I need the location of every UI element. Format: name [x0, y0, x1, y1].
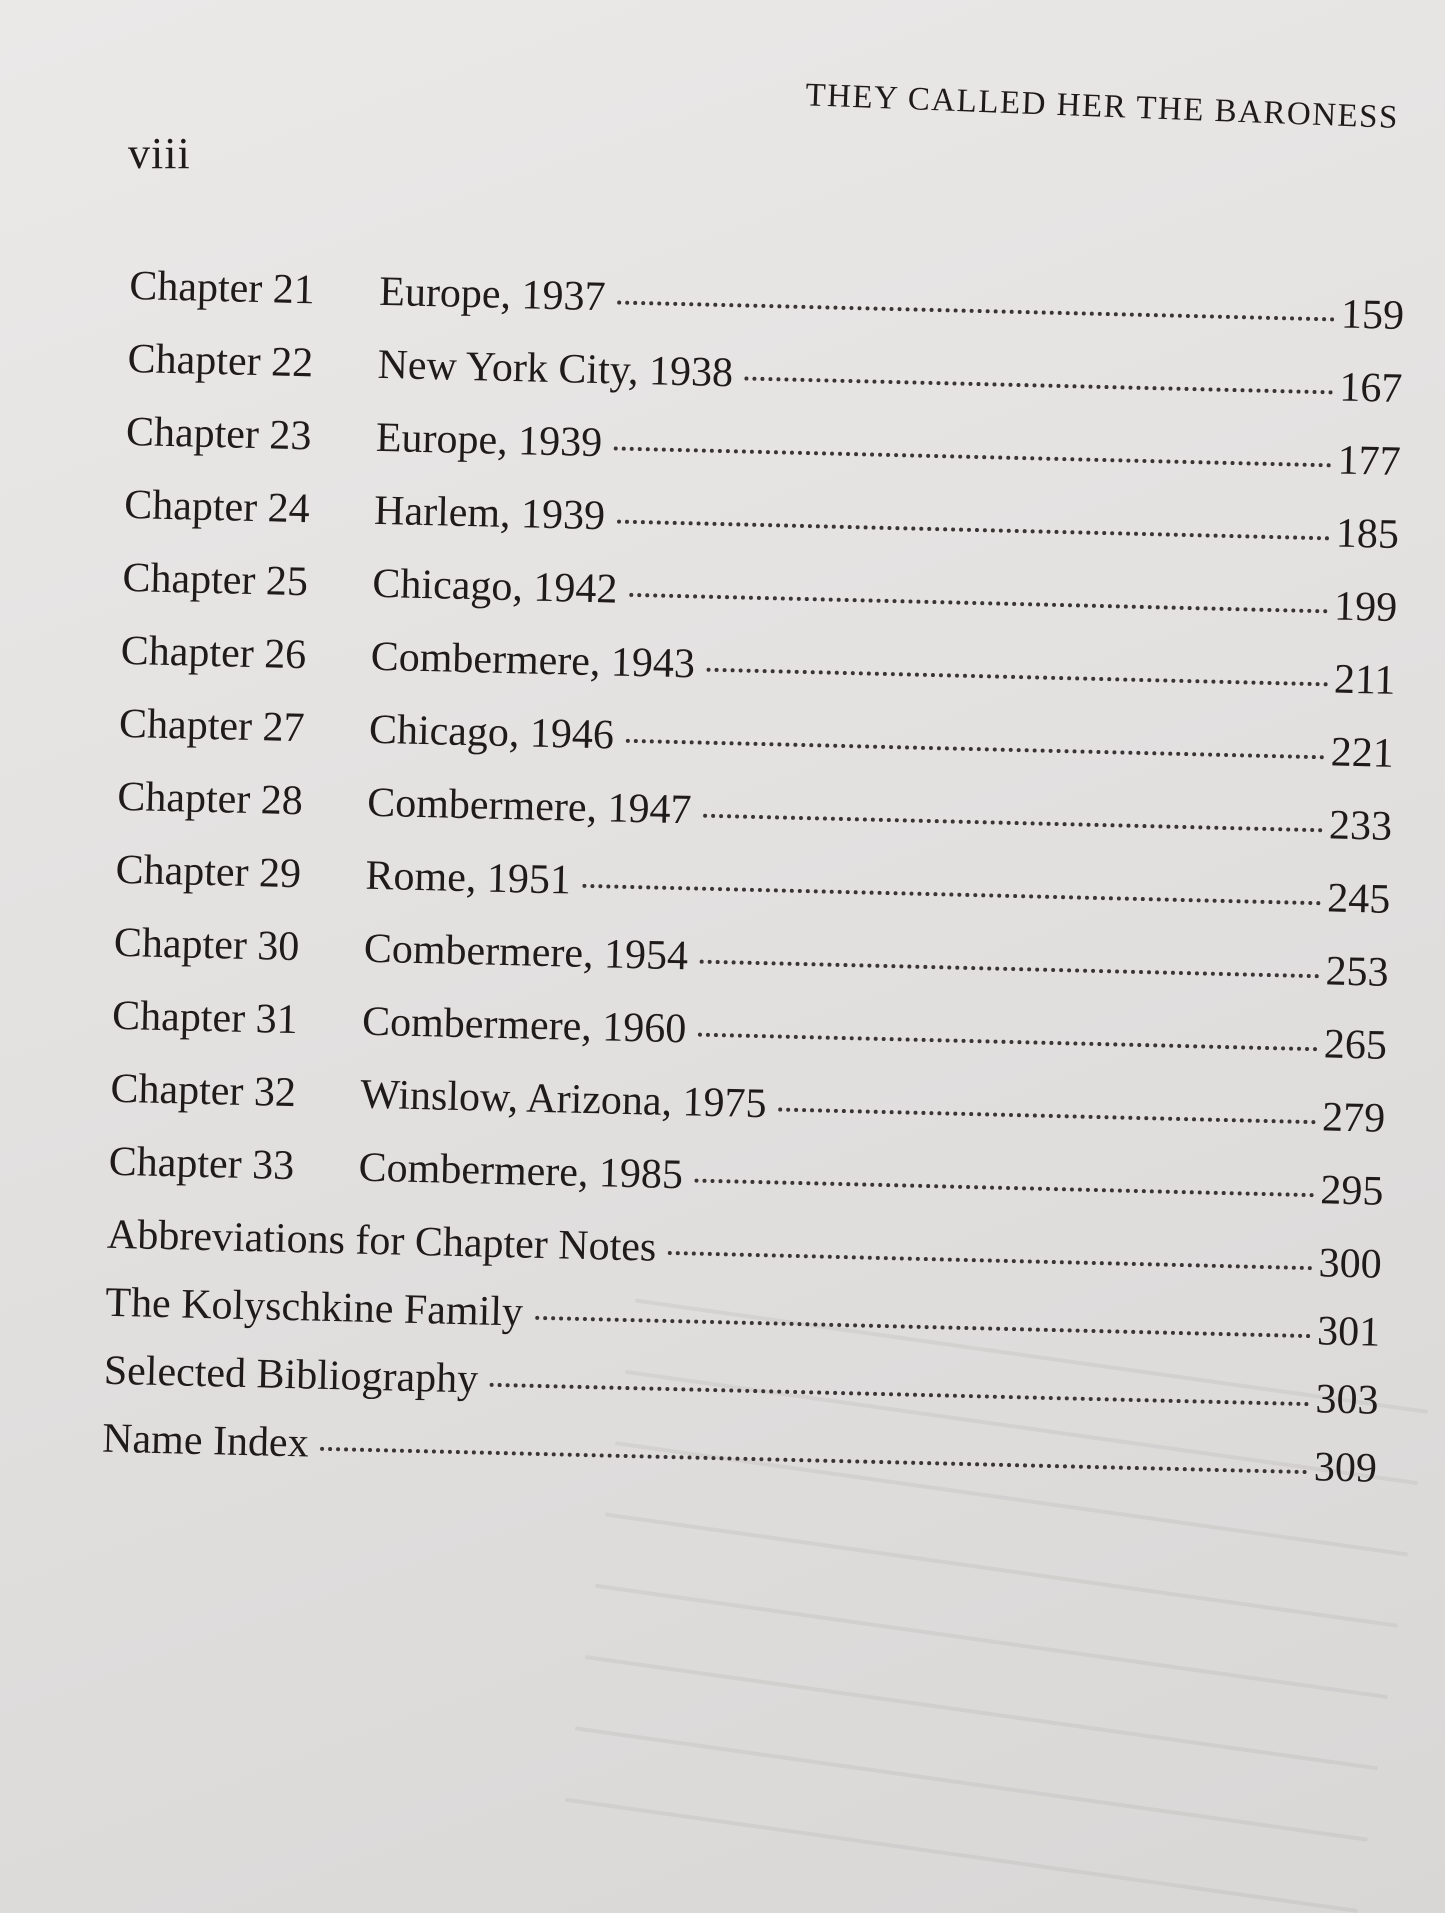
page-number: 159 [1340, 291, 1405, 340]
page-number: 233 [1328, 802, 1393, 850]
chapter-title: Europe, 1939 [375, 414, 603, 467]
page-number: 300 [1318, 1240, 1383, 1288]
chapter-title: Combermere, 1954 [363, 925, 689, 980]
chapter-number: Chapter 33 [108, 1138, 295, 1190]
dot-leader [617, 520, 1330, 541]
page-number: 301 [1316, 1308, 1381, 1356]
dot-leader [614, 446, 1332, 467]
chapter-number: Chapter 31 [111, 992, 299, 1044]
dot-leader [320, 1447, 1307, 1474]
chapter-number: Chapter 22 [127, 335, 314, 387]
section-title: Name Index [101, 1415, 310, 1467]
page-number: 167 [1338, 364, 1403, 413]
chapter-number: Chapter 25 [122, 554, 309, 606]
dot-leader [535, 1316, 1311, 1338]
dot-leader [668, 1251, 1313, 1270]
dot-leader [629, 593, 1328, 613]
chapter-title: Combermere, 1943 [370, 633, 696, 688]
chapter-title: Combermere, 1960 [361, 998, 687, 1053]
page-number: 265 [1323, 1021, 1388, 1069]
dot-leader [745, 377, 1333, 395]
section-title: The Kolyschkine Family [104, 1279, 524, 1336]
chapter-number: Chapter 24 [123, 481, 311, 533]
page-number: 221 [1330, 729, 1395, 777]
chapter-number: Chapter 23 [125, 408, 312, 460]
page-folio: viii [128, 129, 191, 178]
dot-leader [695, 1179, 1315, 1198]
page-number: 177 [1337, 437, 1402, 485]
page-number: 279 [1321, 1094, 1386, 1142]
page-number: 211 [1333, 656, 1397, 704]
page-number: 245 [1326, 875, 1391, 923]
dot-leader [626, 739, 1325, 759]
dot-leader [778, 1108, 1316, 1125]
section-title: Selected Bibliography [103, 1347, 479, 1403]
page-number: 185 [1335, 510, 1400, 558]
page-number: 199 [1333, 583, 1398, 631]
page-number: 253 [1325, 948, 1390, 996]
dot-leader [617, 300, 1335, 321]
page-number: 303 [1314, 1376, 1380, 1424]
chapter-title: Rome, 1951 [365, 852, 572, 904]
chapter-title: Winslow, Arizona, 1975 [359, 1071, 768, 1128]
chapter-number: Chapter 21 [128, 262, 316, 314]
chapter-number: Chapter 30 [113, 919, 300, 971]
chapter-title: Harlem, 1939 [373, 487, 606, 540]
chapter-title: Combermere, 1985 [358, 1144, 684, 1199]
chapter-title: Chicago, 1946 [368, 706, 615, 759]
dot-leader [700, 960, 1320, 979]
chapter-title: Chicago, 1942 [371, 560, 618, 613]
dot-leader [703, 814, 1323, 833]
dot-leader [698, 1033, 1318, 1052]
chapter-number: Chapter 29 [115, 846, 302, 898]
section-title: Abbreviations for Chapter Notes [106, 1211, 657, 1271]
running-head: THEY CALLED HER THE BARONESS [804, 77, 1400, 136]
table-of-contents [101, 262, 1404, 1513]
chapter-number: Chapter 27 [118, 700, 306, 752]
chapter-number: Chapter 32 [109, 1065, 297, 1117]
chapter-title: Combermere, 1947 [366, 779, 693, 834]
dot-leader [490, 1383, 1309, 1406]
chapter-number: Chapter 28 [116, 773, 304, 825]
chapter-title: Europe, 1937 [378, 268, 607, 321]
chapter-title: New York City, 1938 [377, 341, 734, 397]
dot-leader [583, 884, 1322, 905]
chapter-number: Chapter 26 [120, 627, 307, 679]
dot-leader [707, 668, 1328, 687]
page-number: 295 [1319, 1167, 1384, 1215]
page-number: 309 [1313, 1444, 1378, 1492]
